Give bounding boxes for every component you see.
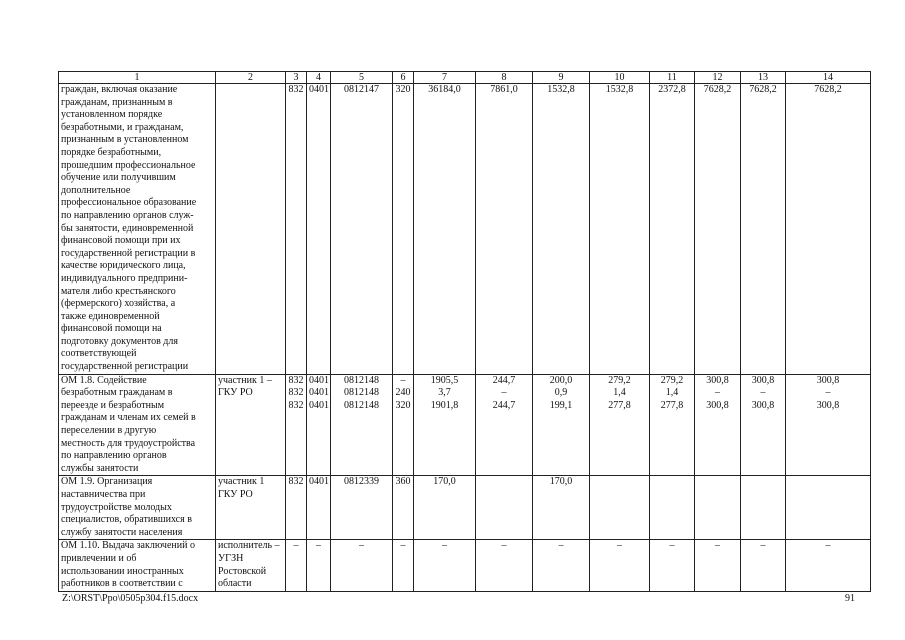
table-row xyxy=(59,84,871,375)
grbs-cell: 832 xyxy=(286,476,307,540)
page-number: 91 xyxy=(845,593,855,604)
value-cell xyxy=(695,476,741,540)
table-header-row xyxy=(59,72,871,84)
header-cell: 10 xyxy=(590,72,650,84)
value-cell: 2372,8 xyxy=(650,84,695,375)
description-cell: ОМ 1.9. Организация наставничества при трудоустройстве молодых специалистов, обратившихся в службу занятости населения xyxy=(59,476,216,540)
header-cell: 3 xyxy=(286,72,307,84)
value-cell: 300,8 – 300,8 xyxy=(695,374,741,476)
csr-cell: 0812148 0812148 0812148 xyxy=(331,374,393,476)
value-cell: 1532,8 xyxy=(590,84,650,375)
header-cell: 6 xyxy=(393,72,414,84)
value-cell xyxy=(741,476,786,540)
value-cell: 7861,0 xyxy=(476,84,533,375)
value-cell: 7628,2 xyxy=(741,84,786,375)
value-cell: 170,0 xyxy=(414,476,476,540)
value-cell: 1532,8 xyxy=(533,84,590,375)
value-cell: – xyxy=(786,540,871,591)
vr-cell: 360 xyxy=(393,476,414,540)
executor-cell: участник 1 ГКУ РО xyxy=(216,476,286,540)
header-cell: 2 xyxy=(216,72,286,84)
vr-cell: 320 xyxy=(393,84,414,375)
value-cell: – xyxy=(414,540,476,591)
value-cell: 279,2 1,4 277,8 xyxy=(590,374,650,476)
description-cell: граждан, включая оказание гражданам, признанным в установленном порядке безработными, и гражданам, признанным в установленном порядке безработными, прошедшим профессиональное обучение или получившим дополнительное профессиональное образование по направлению органов служ- бы занятости, единовременной финансовой помощи при их государственной регистрации в качестве юридического лица, индивидуального предприни- мателя либо крестьянского (фермерского) хозяйства, а также единовременной финансовой помощи на подготовку документов для соответствующей государственной регистрации xyxy=(59,84,216,375)
budget-table xyxy=(58,71,871,592)
value-cell: 244,7 – 244,7 xyxy=(476,374,533,476)
value-cell: 300,8 – 300,8 xyxy=(741,374,786,476)
grbs-cell: 832 832 832 xyxy=(286,374,307,476)
value-cell: – xyxy=(533,540,590,591)
value-cell xyxy=(650,476,695,540)
header-cell: 8 xyxy=(476,72,533,84)
rzpr-cell: 0401 0401 0401 xyxy=(307,374,331,476)
rzpr-cell: – xyxy=(307,540,331,591)
header-cell: 13 xyxy=(741,72,786,84)
header-cell: 1 xyxy=(59,72,216,84)
file-path: Z:\ORST\Ppo\0505p304.f15.docx xyxy=(62,593,199,604)
vr-cell: – xyxy=(393,540,414,591)
value-cell xyxy=(786,476,871,540)
rzpr-cell: 0401 xyxy=(307,84,331,375)
value-cell: 7628,2 xyxy=(786,84,871,375)
rzpr-cell: 0401 xyxy=(307,476,331,540)
value-cell: 300,8 – 300,8 xyxy=(786,374,871,476)
value-cell: – xyxy=(476,540,533,591)
executor-cell xyxy=(216,84,286,375)
description-cell: ОМ 1.8. Содействие безработным гражданам в переезде и безработным гражданам и членам их семей в переселении в другую местность для трудоустройства по направлению органов службы занятости xyxy=(59,374,216,476)
header-cell: 11 xyxy=(650,72,695,84)
header-cell: 7 xyxy=(414,72,476,84)
description-cell: ОМ 1.10. Выдача заключений о привлечении и об использовании иностранных работников в соответствии с xyxy=(59,540,216,591)
header-cell: 9 xyxy=(533,72,590,84)
header-cell: 4 xyxy=(307,72,331,84)
value-cell: – xyxy=(650,540,695,591)
csr-cell: – xyxy=(331,540,393,591)
table-row xyxy=(59,476,871,540)
grbs-cell: – xyxy=(286,540,307,591)
header-cell: 14 xyxy=(786,72,871,84)
executor-cell: исполнитель – УГЗН Ростовской области xyxy=(216,540,286,591)
value-cell: 200,0 0,9 199,1 xyxy=(533,374,590,476)
table-row xyxy=(59,540,871,591)
value-cell: – xyxy=(695,540,741,591)
csr-cell: 0812147 xyxy=(331,84,393,375)
header-cell: 5 xyxy=(331,72,393,84)
grbs-cell: 832 xyxy=(286,84,307,375)
header-cell: 12 xyxy=(695,72,741,84)
value-cell: 170,0 xyxy=(533,476,590,540)
value-cell: 7628,2 xyxy=(695,84,741,375)
table-row xyxy=(59,374,871,476)
value-cell: – xyxy=(741,540,786,591)
value-cell: 36184,0 xyxy=(414,84,476,375)
vr-cell: – 240 320 xyxy=(393,374,414,476)
value-cell: – xyxy=(590,540,650,591)
value-cell: 279,2 1,4 277,8 xyxy=(650,374,695,476)
value-cell xyxy=(476,476,533,540)
csr-cell: 0812339 xyxy=(331,476,393,540)
executor-cell: участник 1 – ГКУ РО xyxy=(216,374,286,476)
value-cell xyxy=(590,476,650,540)
value-cell: 1905,5 3,7 1901,8 xyxy=(414,374,476,476)
